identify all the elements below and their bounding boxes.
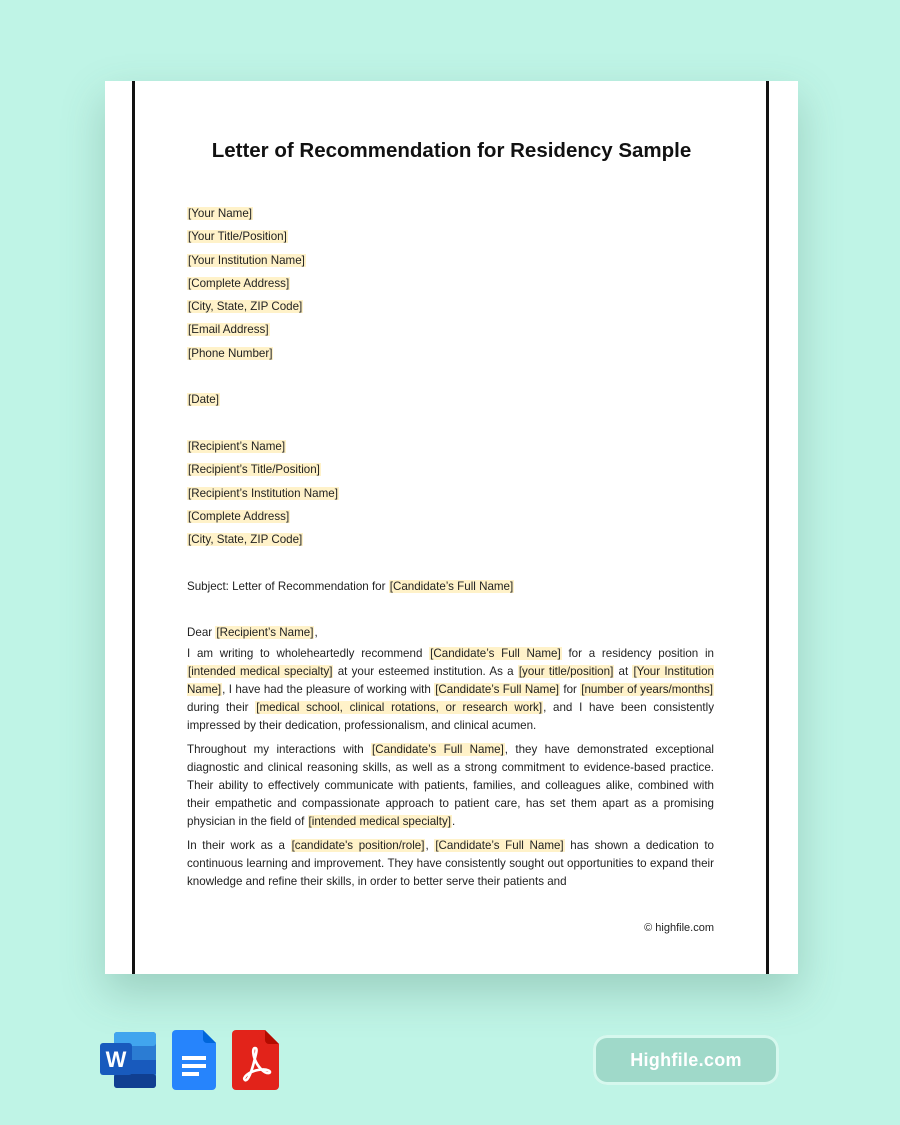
placeholder-field: [Candidate’s Full Name] xyxy=(430,646,561,660)
paragraph-text: In their work as a xyxy=(187,838,291,852)
recipient-institution: [Recipient’s Institution Name] xyxy=(188,486,338,500)
brand-badge[interactable]: Highfile.com xyxy=(593,1035,779,1085)
placeholder-field: [candidate's position/role] xyxy=(291,838,425,852)
word-letter: W xyxy=(105,1047,127,1072)
left-border-line xyxy=(132,81,135,974)
paragraph-text: for a residency position in xyxy=(561,646,715,660)
paragraph-text: has shown a dedication to continuous learning and improvement. They have consistently sought out opportunities to expand their knowledge and refine their skills, in order to better serve their patients and xyxy=(187,838,714,888)
pdf-icon[interactable] xyxy=(232,1030,280,1095)
letter-date: [Date] xyxy=(188,393,219,407)
salutation: Dear [Recipient’s Name], xyxy=(187,626,318,640)
paragraph-2 xyxy=(187,741,714,831)
subject-candidate: [Candidate’s Full Name] xyxy=(389,579,514,593)
recipient-name: [Recipient’s Name] xyxy=(188,439,286,453)
recipient-block xyxy=(187,435,714,551)
sender-phone: [Phone Number] xyxy=(188,346,273,360)
placeholder-field: [Candidate’s Full Name] xyxy=(372,742,504,756)
paragraph-text: during their xyxy=(187,700,256,714)
subject-line: Subject: Letter of Recommendation for [Candidate’s Full Name] xyxy=(187,579,514,593)
copyright-footer: © highfile.com xyxy=(644,922,714,934)
sender-city: [City, State, ZIP Code] xyxy=(188,300,303,314)
paragraph-text: for xyxy=(559,682,581,696)
paragraph-text: , I have had the pleasure of working with xyxy=(222,682,435,696)
recipient-title: [Recipient’s Title/Position] xyxy=(188,463,320,477)
placeholder-field: [your title/position] xyxy=(518,664,614,678)
recipient-city: [City, State, ZIP Code] xyxy=(188,533,303,547)
right-border-line xyxy=(766,81,769,974)
paragraph-text: at your esteemed institution. As a xyxy=(333,664,518,678)
paragraph-text: , xyxy=(425,838,435,852)
paragraph-3 xyxy=(187,837,714,891)
placeholder-field: [medical school, clinical rotations, or research work] xyxy=(256,700,543,714)
google-docs-icon[interactable] xyxy=(172,1030,218,1095)
sender-address: [Complete Address] xyxy=(188,276,290,290)
paragraph-text: I am writing to wholeheartedly recommend xyxy=(187,646,430,660)
paragraph-text: at xyxy=(614,664,633,678)
placeholder-field: [Candidate’s Full Name] xyxy=(435,682,559,696)
letter-body xyxy=(187,202,714,891)
salutation-recipient: [Recipient’s Name] xyxy=(216,626,314,640)
recipient-address: [Complete Address] xyxy=(188,509,290,523)
placeholder-field: [number of years/months] xyxy=(581,682,713,696)
word-icon[interactable] xyxy=(100,1030,158,1095)
sender-institution: [Your Institution Name] xyxy=(188,253,305,267)
paragraph-text: . xyxy=(451,814,456,828)
paragraph-text: , and I have been consistently impressed by their dedication, professionalism, and clinical acumen. xyxy=(187,700,714,732)
placeholder-field: [intended medical specialty] xyxy=(188,664,333,678)
paragraph-text: , they have demonstrated exceptional diagnostic and clinical reasoning skills, as well as a strong commitment to evidence-based practice. Their ability to effectively communicate with patients, families, and colleagues alike, combined with their empathetic and compassionate approach to patient care, has set them apart as a promising physician in the field of xyxy=(187,742,714,828)
sender-title: [Your Title/Position] xyxy=(188,230,287,244)
paragraph-text: Throughout my interactions with xyxy=(187,742,372,756)
sender-email: [Email Address] xyxy=(188,323,269,337)
document-title: Letter of Recommendation for Residency Sample xyxy=(211,139,692,162)
placeholder-field: [Candidate’s Full Name] xyxy=(435,838,564,852)
placeholder-field: [Your Institution Name] xyxy=(187,664,714,696)
paragraph-1 xyxy=(187,645,714,735)
sender-block xyxy=(187,202,714,365)
placeholder-field: [intended medical specialty] xyxy=(308,814,451,828)
sender-name: [Your Name] xyxy=(188,207,253,220)
document-page xyxy=(105,81,798,974)
